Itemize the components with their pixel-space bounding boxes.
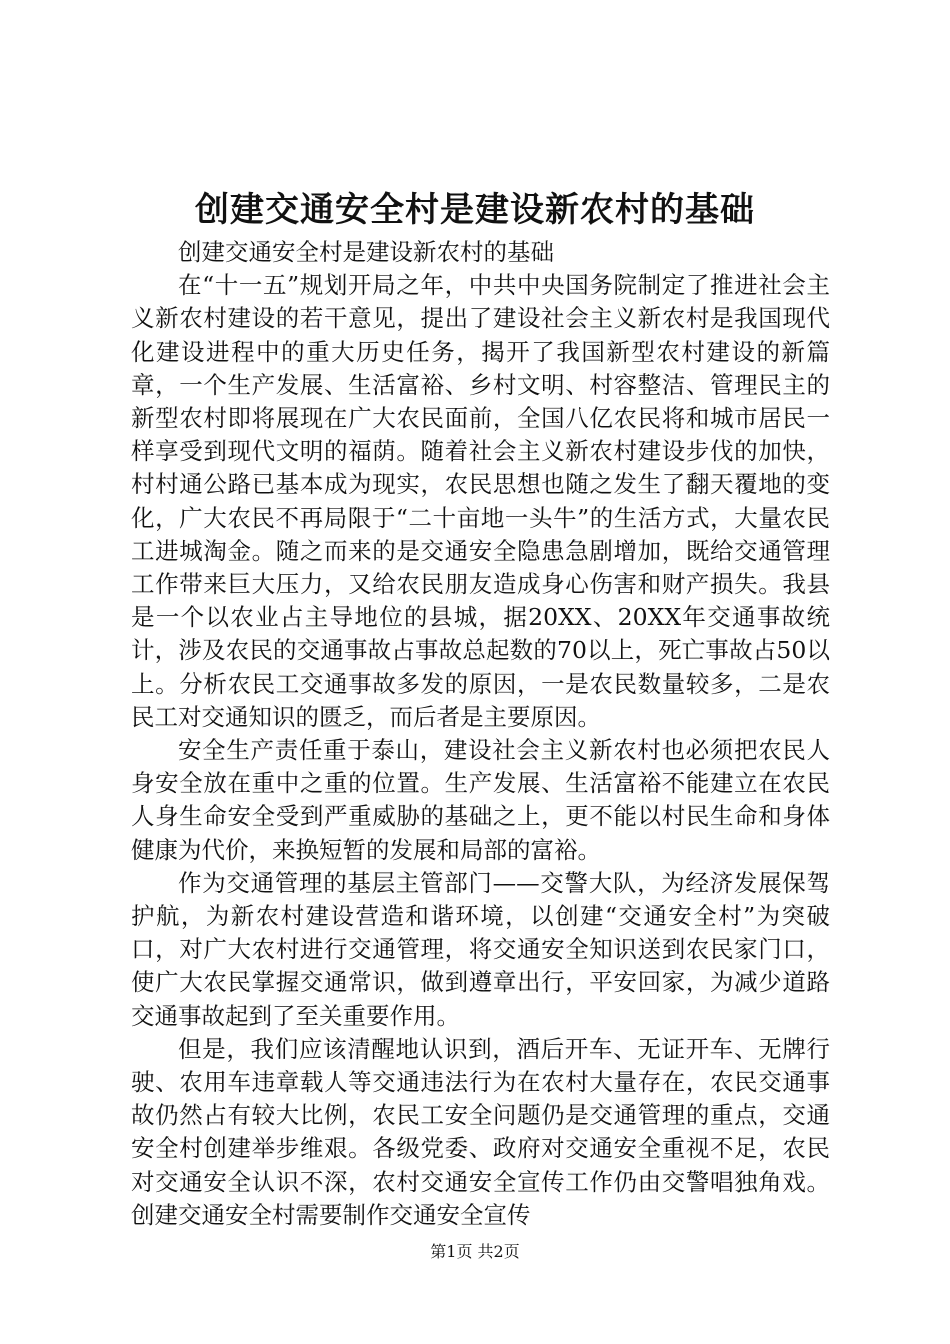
document-body [131,236,830,1232]
paragraph: 安全生产责任重于泰山，建设社会主义新农村也必须把农民人身安全放在重中之重的位置。生产发展、生活富裕不能建立在农民人身生命安全受到严重威胁的基础之上，更不能以村民生命和身体健康为代价，来换短暂的发展和局部的富裕。 [131,736,830,864]
paragraph: 作为交通管理的基层主管部门——交警大队，为经济发展保驾护航，为新农村建设营造和谐环境，以创建“交通安全村”为突破口，对广大农村进行交通管理，将交通安全知识送到农民家门口，使广大农民掌握交通常识，做到遵章出行，平安回家，为减少道路交通事故起到了至关重要作用。 [131,868,830,1030]
page-footer: 第1页 共2页 [430,1242,520,1261]
paragraph: 在“十一五”规划开局之年，中共中央国务院制定了推进社会主义新农村建设的若干意见，提出了建设社会主义新农村是我国现代化建设进程中的重大历史任务，揭开了我国新型农村建设的新篇章，一个生产发展、生活富裕、乡村文明、村容整洁、管理民主的新型农村即将展现在广大农民面前，全国八亿农民将和城市居民一样享受到现代文明的福荫。随着社会主义新农村建设步伐的加快，村村通公路已基本成为现实，农民思想也随之发生了翻天覆地的变化，广大农民不再局限于“二十亩地一头牛”的生活方式，大量农民工进城淘金。随之而来的是交通安全隐患急剧增加，既给交通管理工作带来巨大压力，又给农民朋友造成身心伤害和财产损失。我县是一个以农业占主导地位的县城，据20XX、20XX年交通事故统计，涉及农民的交通事故占事故总起数的70以上，死亡事故占50以上。分析农民工交通事故多发的原因，一是农民数量较多，二是农民工对交通知识的匮乏，而后者是主要原因。 [131,271,830,731]
paragraph-subtitle: 创建交通安全村是建设新农村的基础 [178,238,554,266]
paragraph: 但是，我们应该清醒地认识到，酒后开车、无证开车、无牌行驶、农用车违章载人等交通违法行为在农村大量存在，农民交通事故仍然占有较大比例，农民工安全问题仍是交通管理的重点，交通安全村创建举步维艰。各级党委、政府对交通安全重视不足，农民对交通安全认识不深，农村交通安全宣传工作仍由交警唱独角戏。创建交通安全村需要制作交通安全宣传 [131,1034,830,1229]
document-title: 创建交通安全村是建设新农村的基础 [195,190,755,230]
